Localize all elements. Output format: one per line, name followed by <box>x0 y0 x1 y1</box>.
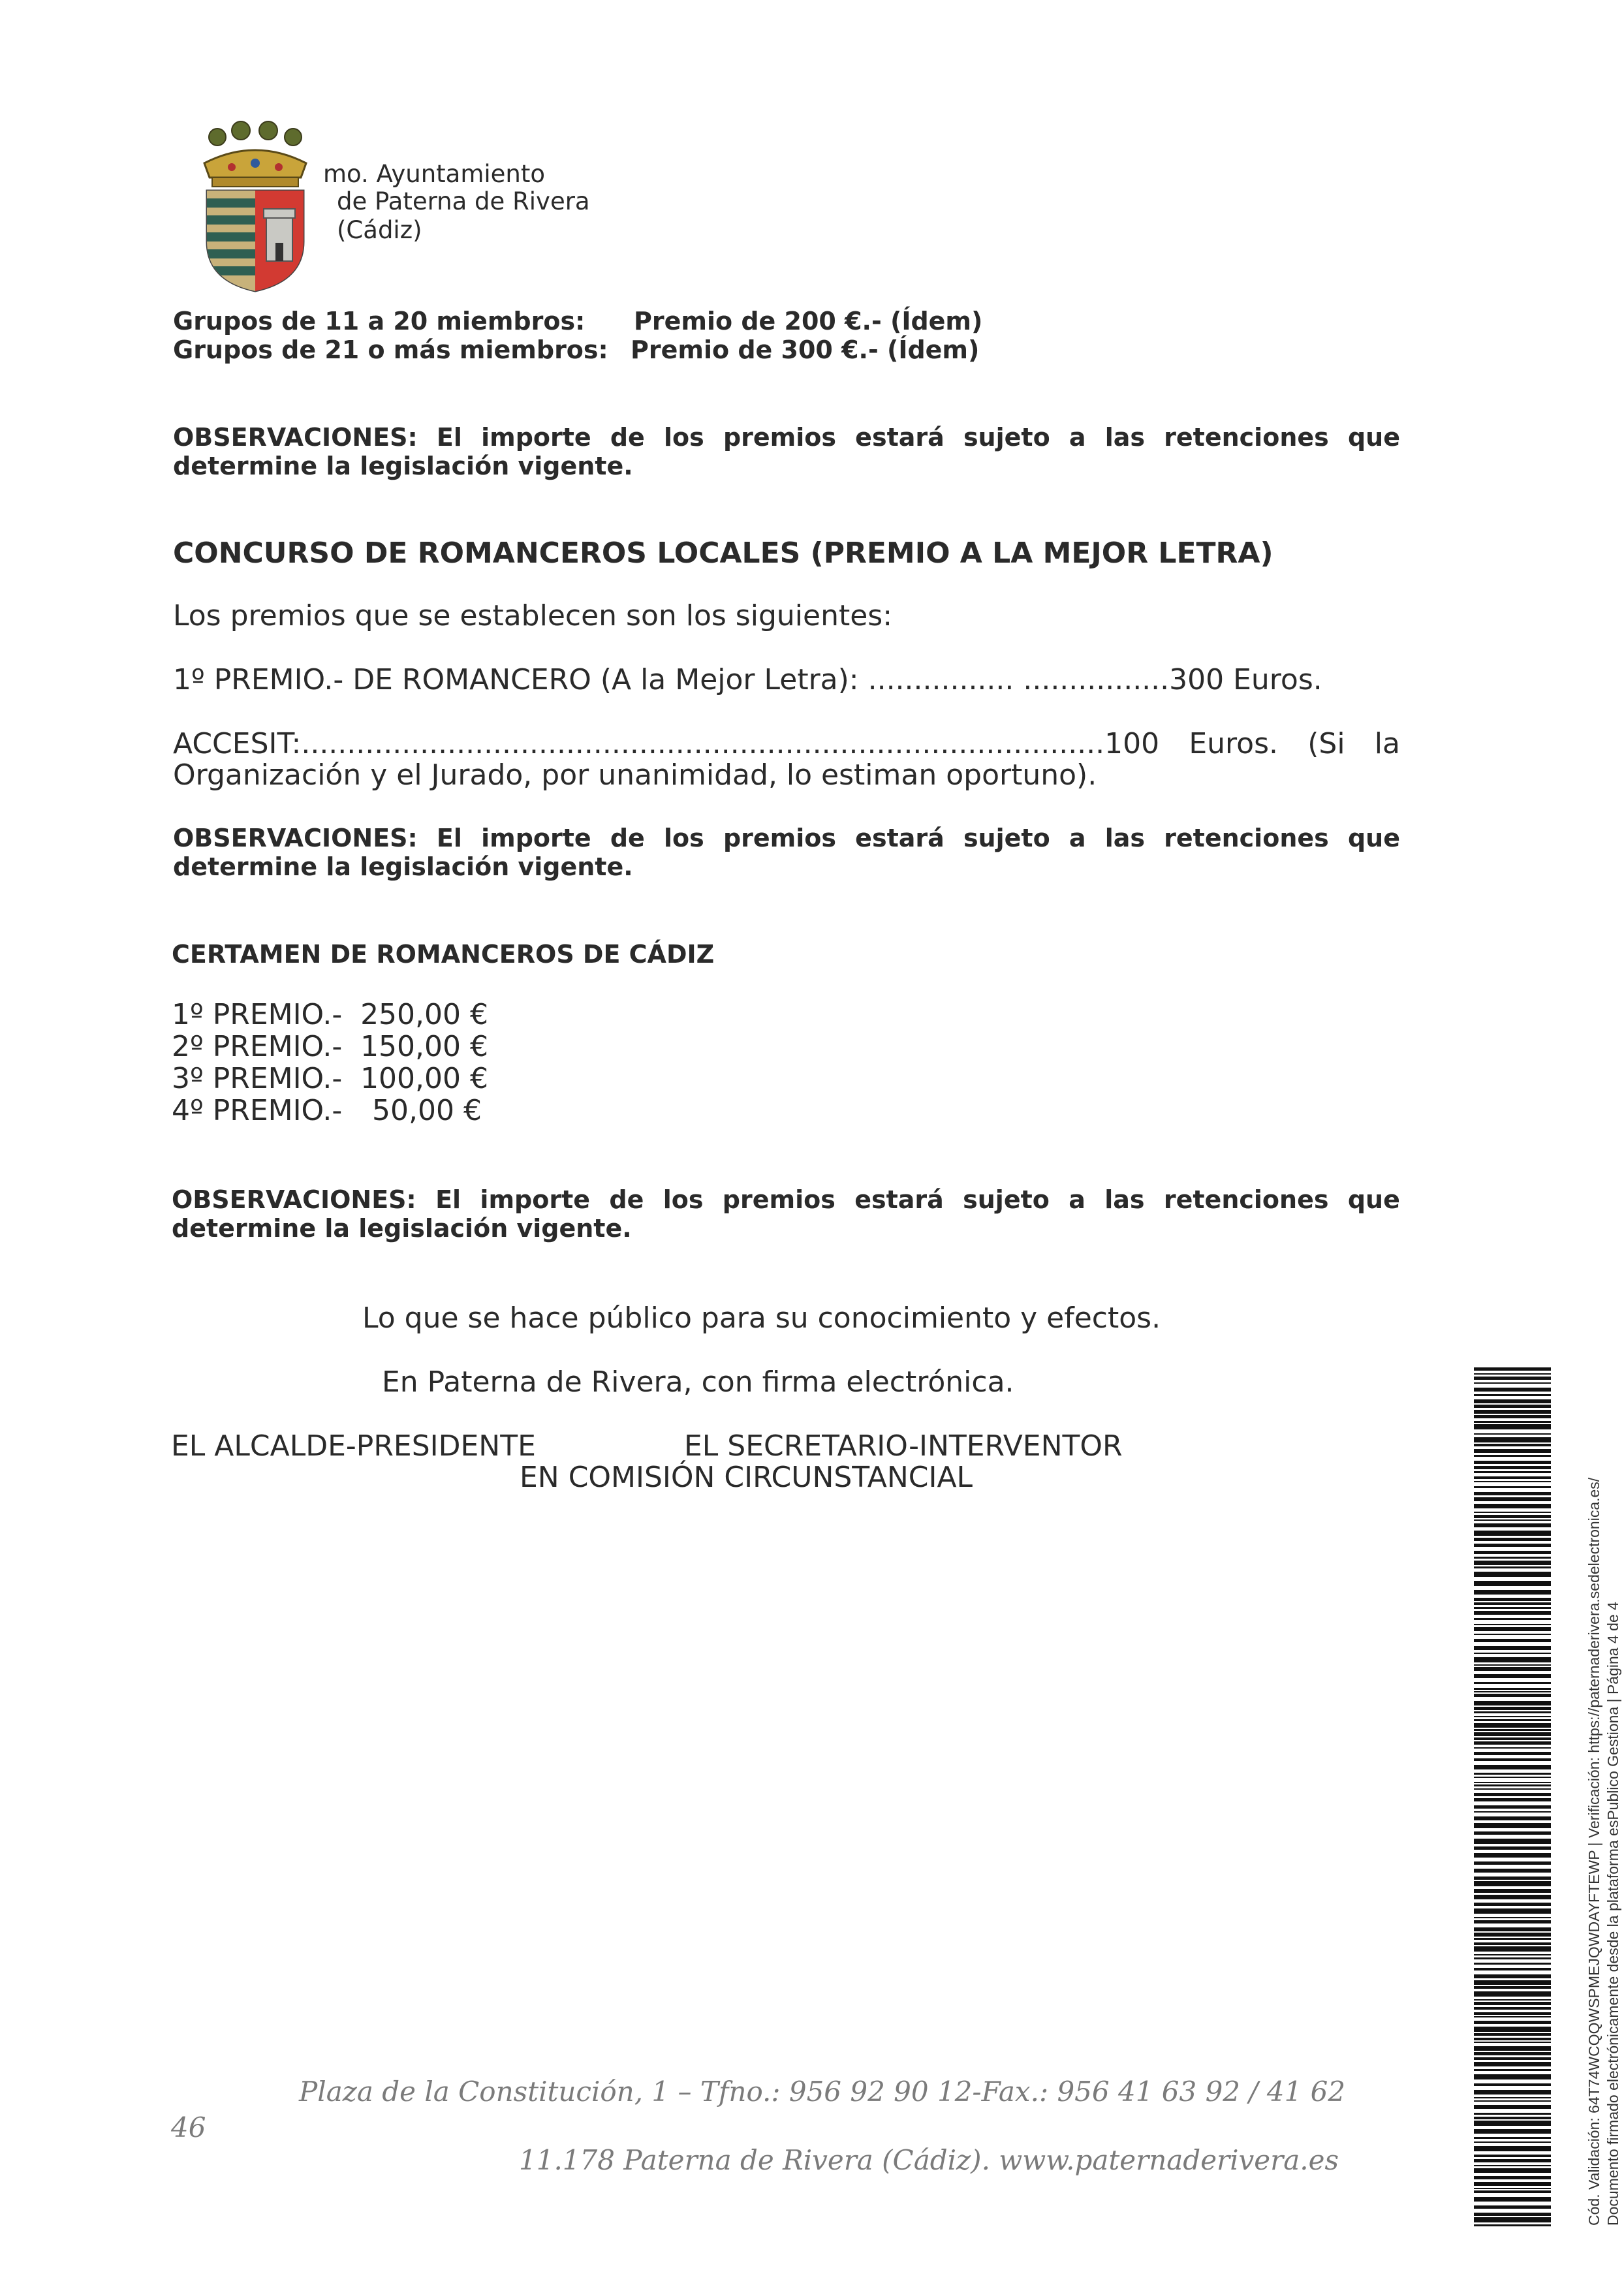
barcode-bar <box>1474 1627 1551 1631</box>
barcode-bar <box>1474 1991 1551 1997</box>
closing-place: En Paterna de Rivera, con firma electrónica. <box>382 1365 1014 1399</box>
barcode-bar <box>1474 1782 1551 1783</box>
barcode-bar <box>1474 1694 1551 1697</box>
barcode-bar <box>1474 1538 1551 1541</box>
barcode-bar <box>1474 1765 1551 1769</box>
barcode-bar <box>1474 1598 1551 1601</box>
barcode-bar <box>1474 1481 1551 1482</box>
validation-barcode <box>1474 1367 1551 2229</box>
observaciones-word: retenciones <box>1163 1185 1329 1214</box>
observaciones-word: que <box>1347 423 1400 452</box>
barcode-bar <box>1474 2038 1551 2040</box>
barcode-bar <box>1474 1974 1551 1978</box>
barcode-bar <box>1474 2117 1551 2119</box>
prize-row <box>172 1095 482 1127</box>
barcode-bar <box>1474 2016 1551 2017</box>
observaciones-word: importe <box>480 1185 591 1214</box>
observaciones-label: OBSERVACIONES: <box>172 1185 416 1214</box>
barcode-bar <box>1474 2197 1551 2202</box>
barcode-bar <box>1474 1752 1551 1755</box>
observaciones-word: estará <box>854 1185 944 1214</box>
observaciones-word: los <box>664 824 704 852</box>
accesit-word: la <box>1374 727 1400 760</box>
barcode-bar <box>1474 1504 1551 1508</box>
barcode-bar <box>1474 2182 1551 2186</box>
barcode-bar <box>1474 2121 1551 2126</box>
barcode-bar <box>1474 2141 1551 2143</box>
barcode-bar <box>1474 1512 1551 1513</box>
accesit-word: Euros. <box>1189 727 1278 760</box>
barcode-bar <box>1474 1561 1551 1565</box>
barcode-bar <box>1474 2052 1551 2055</box>
barcode-bar <box>1474 1839 1551 1844</box>
barcode-bar <box>1474 1618 1551 1620</box>
barcode-bar <box>1474 1716 1551 1717</box>
barcode-bar <box>1474 1889 1551 1893</box>
observaciones-word: importe <box>481 423 591 452</box>
barcode-bar <box>1474 1946 1551 1952</box>
header-line-3: (Cádiz) <box>337 216 422 244</box>
barcode-bar <box>1474 1737 1551 1740</box>
barcode-bar <box>1474 2165 1551 2166</box>
barcode-bar <box>1474 1415 1551 1418</box>
barcode-bar <box>1474 1861 1551 1865</box>
barcode-bar <box>1474 1602 1551 1605</box>
group-label-1: Grupos de 11 a 20 miembros: <box>173 307 586 335</box>
barcode-bar <box>1474 1433 1551 1435</box>
accesit-word: (Si <box>1307 727 1345 760</box>
observaciones-word: premios <box>722 1185 835 1214</box>
observaciones-word: El <box>436 423 462 452</box>
barcode-bar <box>1474 1927 1551 1931</box>
barcode-bar <box>1474 1674 1551 1678</box>
barcode-bar <box>1474 1869 1551 1873</box>
barcode-bar <box>1474 1917 1551 1918</box>
barcode-bar <box>1474 1711 1551 1713</box>
barcode-bar <box>1474 2224 1551 2226</box>
signer-mayor: EL ALCALDE-PRESIDENTE <box>171 1429 536 1463</box>
barcode-bar <box>1474 2074 1551 2079</box>
barcode-bar <box>1474 2205 1551 2209</box>
barcode-bar <box>1474 1793 1551 1796</box>
observaciones-word: de <box>609 1185 644 1214</box>
prize-row <box>172 1063 488 1095</box>
barcode-bar <box>1474 1444 1551 1446</box>
prize-label: 4º PREMIO.- <box>172 1094 343 1127</box>
header-line-2: de Paterna de Rivera <box>337 187 590 215</box>
observaciones-word: sujeto <box>963 824 1050 852</box>
barcode-bar <box>1474 1466 1551 1469</box>
barcode-bar <box>1474 1741 1551 1745</box>
observaciones-word: estará <box>855 423 945 452</box>
barcode-bar <box>1474 2190 1551 2193</box>
barcode-bar <box>1474 1881 1551 1886</box>
barcode-bar <box>1474 1908 1551 1914</box>
barcode-bar <box>1474 1657 1551 1662</box>
barcode-bar <box>1474 1590 1551 1595</box>
barcode-bar <box>1474 1831 1551 1835</box>
barcode-bar <box>1474 2097 1551 2098</box>
barcode-bar <box>1474 2002 1551 2005</box>
observaciones-word: las <box>1104 824 1145 852</box>
observaciones-word: El <box>435 1185 461 1214</box>
observaciones-word: que <box>1347 824 1400 852</box>
barcode-bar <box>1474 2057 1551 2060</box>
observaciones-word: sujeto <box>963 423 1050 452</box>
closing-public: Lo que se hace público para su conocimiento y efectos. <box>362 1301 1161 1335</box>
barcode-bar <box>1474 2021 1551 2024</box>
section-title-certamen: CERTAMEN DE ROMANCEROS DE CÁDIZ <box>172 940 715 969</box>
barcode-bar <box>1474 1653 1551 1654</box>
observaciones-word: El <box>436 824 462 852</box>
barcode-bar <box>1474 2027 1551 2032</box>
observaciones-word: a <box>1069 1185 1085 1214</box>
observaciones-line-1 <box>173 423 1400 452</box>
barcode-bar <box>1474 1816 1551 1820</box>
barcode-bar <box>1474 1519 1551 1521</box>
prize-label: 1º PREMIO.- <box>172 998 343 1031</box>
observaciones-label: OBSERVACIONES: <box>173 824 418 852</box>
barcode-bar <box>1474 1667 1551 1671</box>
barcode-bar <box>1474 2105 1551 2109</box>
observaciones-line-2: determine la legislación vigente. <box>173 452 633 480</box>
observaciones-label: OBSERVACIONES: <box>173 423 418 452</box>
barcode-bar <box>1474 1968 1551 1970</box>
barcode-bar <box>1474 1805 1551 1809</box>
observaciones-word: que <box>1347 1185 1400 1214</box>
barcode-bar <box>1474 1405 1551 1408</box>
barcode-bar <box>1474 1823 1551 1828</box>
barcode-bar <box>1474 1942 1551 1945</box>
barcode-bar <box>1474 1394 1551 1396</box>
barcode-bar <box>1474 1963 1551 1965</box>
barcode-bar <box>1474 1461 1551 1464</box>
municipal-coat-of-arms <box>199 117 311 294</box>
page-number: 46 <box>171 2111 206 2143</box>
barcode-bar <box>1474 2007 1551 2010</box>
barcode-bar <box>1474 2159 1551 2162</box>
barcode-bar <box>1474 1410 1551 1414</box>
prize-amount: 250,00 € <box>360 998 488 1031</box>
prize-amount: 50,00 € <box>372 1094 482 1127</box>
barcode-bar <box>1474 2033 1551 2036</box>
barcode-bar <box>1474 1377 1551 1380</box>
observaciones-word: de <box>610 423 645 452</box>
barcode-bar <box>1474 2069 1551 2071</box>
barcode-bar <box>1474 2129 1551 2134</box>
barcode-bar <box>1474 2113 1551 2115</box>
barcode-bar <box>1474 1497 1551 1501</box>
barcode-bar <box>1474 2062 1551 2066</box>
observaciones-word: estará <box>855 824 945 852</box>
barcode-bar <box>1474 2188 1551 2189</box>
accesit-line-1 <box>173 728 1400 760</box>
observaciones-word: los <box>664 423 704 452</box>
observaciones-word: los <box>663 1185 704 1214</box>
barcode-bar <box>1474 2176 1551 2179</box>
barcode-bar <box>1474 1486 1551 1488</box>
barcode-bar <box>1474 2146 1551 2151</box>
barcode-bar <box>1474 2012 1551 2015</box>
observaciones-word: a <box>1069 423 1086 452</box>
barcode-bar <box>1474 1449 1551 1453</box>
barcode-bar <box>1474 1682 1551 1684</box>
observaciones-line-1 <box>172 1185 1400 1214</box>
barcode-bar <box>1474 1367 1551 1371</box>
barcode-bar <box>1474 1876 1551 1880</box>
barcode-bar <box>1474 1999 1551 2001</box>
barcode-bar <box>1474 1707 1551 1710</box>
barcode-bar <box>1474 2155 1551 2157</box>
barcode-bar <box>1474 2046 1551 2051</box>
barcode-bar <box>1474 1455 1551 1457</box>
barcode-bar <box>1474 2168 1551 2173</box>
barcode-bar <box>1474 1664 1551 1666</box>
barcode-bar <box>1474 1903 1551 1906</box>
observaciones-word: premios <box>723 423 836 452</box>
barcode-bar <box>1474 1531 1551 1536</box>
barcode-bar <box>1474 1544 1551 1547</box>
verification-line-2: Documento firmado electrónicamente desde la plataforma esPublico Gestiona | Página 4 de 4 <box>1604 1602 1621 2226</box>
barcode-bar <box>1474 1424 1551 1429</box>
observaciones-word: las <box>1104 1185 1145 1214</box>
accesit-word: ACCESIT:........................................................................................100 <box>173 727 1160 760</box>
accesit-line-2: Organización y el Jurado, por unanimidad, lo estiman oportuno). <box>173 758 1097 792</box>
group-label-2: Grupos de 21 o más miembros: <box>173 335 608 364</box>
barcode-bar <box>1474 1895 1551 1899</box>
observaciones-word: sujeto <box>963 1185 1050 1214</box>
barcode-bar <box>1474 2090 1551 2094</box>
barcode-bar <box>1474 1523 1551 1527</box>
barcode-bar <box>1474 1646 1551 1650</box>
barcode-bar <box>1474 1437 1551 1442</box>
barcode-bar <box>1474 1471 1551 1473</box>
section-title-romanceros-locales: CONCURSO DE ROMANCEROS LOCALES (PREMIO A LA MEJOR LETRA) <box>173 537 1273 570</box>
barcode-bar <box>1474 1572 1551 1577</box>
barcode-bar <box>1474 1777 1551 1778</box>
barcode-bar <box>1474 1492 1551 1495</box>
barcode-bar <box>1474 1957 1551 1959</box>
barcode-bar <box>1474 1691 1551 1692</box>
barcode-bar <box>1474 1388 1551 1392</box>
observaciones-word: retenciones <box>1164 423 1329 452</box>
barcode-bar <box>1474 1421 1551 1423</box>
barcode-bar <box>1474 1515 1551 1518</box>
barcode-bar <box>1474 1773 1551 1775</box>
prize-label: 3º PREMIO.- <box>172 1062 343 1095</box>
barcode-bar <box>1474 1557 1551 1559</box>
group-prize-2: Premio de 300 €.- (Ídem) <box>631 335 980 364</box>
barcode-bar <box>1474 1634 1551 1635</box>
barcode-bar <box>1474 1846 1551 1850</box>
barcode-bar <box>1474 1784 1551 1786</box>
barcode-bar <box>1474 1607 1551 1609</box>
barcode-bar <box>1474 1933 1551 1937</box>
observaciones-word: las <box>1104 423 1145 452</box>
prizes-intro: Los premios que se establecen son los siguientes: <box>173 599 893 632</box>
barcode-bar <box>1474 2100 1551 2102</box>
observaciones-line-2: determine la legislación vigente. <box>173 852 633 881</box>
barcode-bar <box>1474 1980 1551 1985</box>
barcode-bar <box>1474 1798 1551 1801</box>
barcode-bar <box>1474 1581 1551 1586</box>
barcode-bar <box>1474 2213 1551 2216</box>
barcode-bar <box>1474 1811 1551 1813</box>
observaciones-word: premios <box>723 824 836 852</box>
footer-address: Plaza de la Constitución, 1 – Tfno.: 956 92 90 12-Fax.: 956 41 63 92 / 41 62 <box>299 2076 1346 2108</box>
barcode-bar <box>1474 1732 1551 1736</box>
barcode-bar <box>1474 1551 1551 1554</box>
prize-row <box>172 1031 488 1063</box>
signer-secretary: EL SECRETARIO-INTERVENTOR <box>684 1429 1123 1463</box>
footer-city-web: 11.178 Paterna de Rivera (Cádiz). www.paternaderivera.es <box>519 2144 1339 2176</box>
observaciones-word: a <box>1069 824 1086 852</box>
barcode-bar <box>1474 1920 1551 1923</box>
barcode-bar <box>1474 1747 1551 1749</box>
barcode-bar <box>1474 1719 1551 1721</box>
verification-line-1: Cód. Validación: 64T74WCQQWSPMEJQWDAYFTEWP | Verificación: https://paternaderivera.sedelectronica.es/ <box>1585 1477 1602 2226</box>
barcode-bar <box>1474 1723 1551 1728</box>
barcode-bar <box>1474 1624 1551 1625</box>
barcode-bar <box>1474 1611 1551 1615</box>
barcode-bar <box>1474 1729 1551 1731</box>
prize-label: 2º PREMIO.- <box>172 1030 343 1063</box>
barcode-bar <box>1474 1701 1551 1705</box>
observaciones-line-1 <box>173 824 1400 852</box>
header-line-1: mo. Ayuntamiento <box>323 160 546 188</box>
barcode-bar <box>1474 1758 1551 1761</box>
group-prize-1: Premio de 200 €.- (Ídem) <box>634 307 983 335</box>
barcode-bar <box>1474 2137 1551 2139</box>
barcode-bar <box>1474 1373 1551 1375</box>
barcode-bar <box>1474 2042 1551 2043</box>
observaciones-word: de <box>610 824 645 852</box>
barcode-bar <box>1474 1788 1551 1790</box>
signer-secretary-commission: EN COMISIÓN CIRCUNSTANCIAL <box>520 1461 973 1494</box>
barcode-bar <box>1474 1954 1551 1955</box>
barcode-bar <box>1474 1853 1551 1858</box>
barcode-bar <box>1474 1476 1551 1479</box>
barcode-bar <box>1474 1986 1551 1989</box>
barcode-bar <box>1474 2217 1551 2222</box>
prize-amount: 100,00 € <box>360 1062 488 1095</box>
observaciones-word: retenciones <box>1164 824 1329 852</box>
first-prize-line: 1º PREMIO.- DE ROMANCERO (A la Mejor Letra): ................ ................300 Euros. <box>173 663 1322 696</box>
barcode-bar <box>1474 2083 1551 2086</box>
prize-row <box>172 999 488 1031</box>
verification-text <box>1585 1402 1624 2226</box>
prize-amount: 150,00 € <box>360 1030 488 1063</box>
barcode-bar <box>1474 1688 1551 1690</box>
barcode-bar <box>1474 1639 1551 1642</box>
barcode-bar <box>1474 1938 1551 1940</box>
barcode-bar <box>1474 1382 1551 1384</box>
barcode-bar <box>1474 1399 1551 1403</box>
barcode-bar <box>1474 1566 1551 1568</box>
observaciones-line-2: determine la legislación vigente. <box>172 1214 632 1243</box>
observaciones-word: importe <box>481 824 591 852</box>
